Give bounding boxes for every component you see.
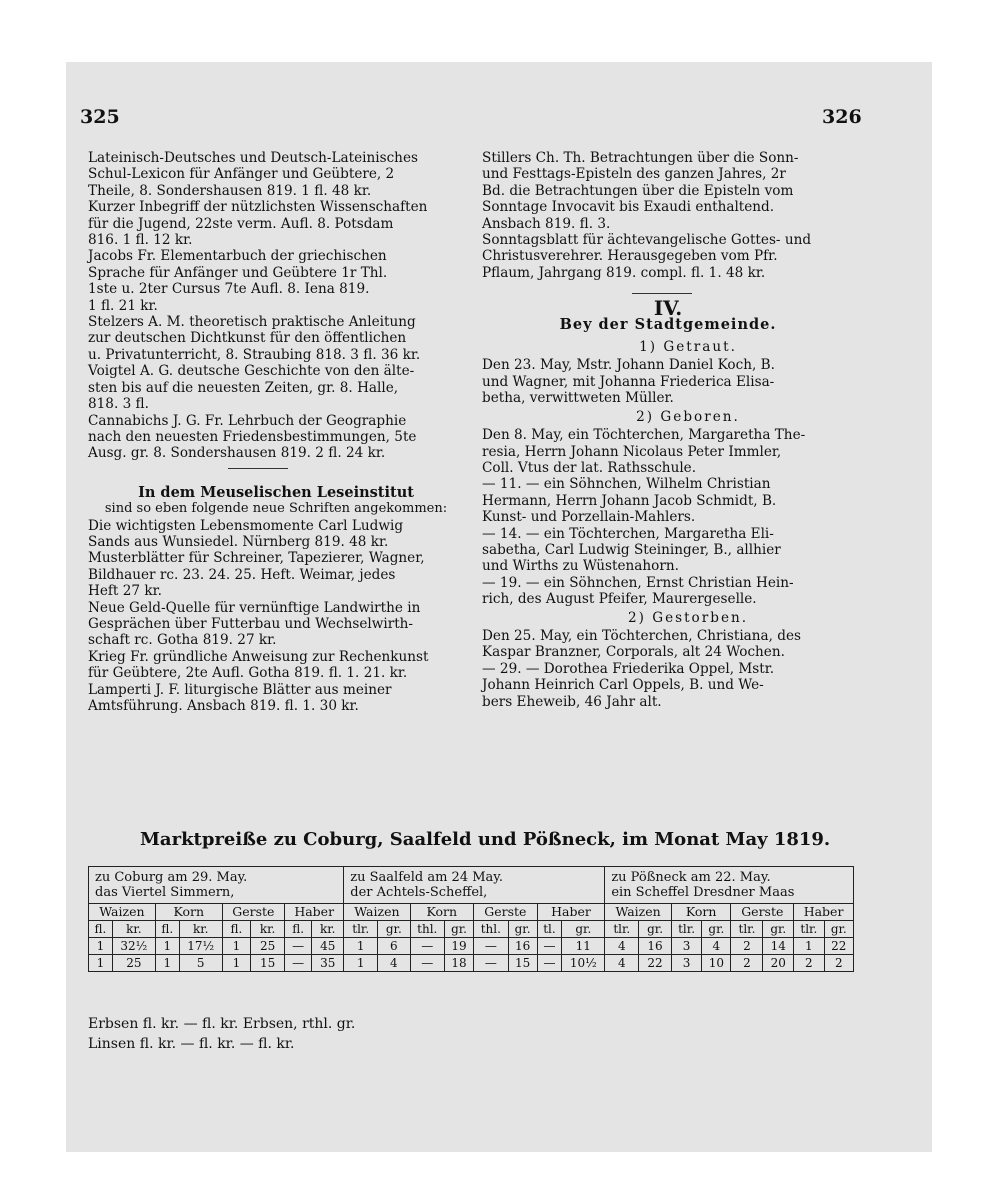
parish-heading: Bey der Stadtgemeinde. [559,315,777,333]
text-line: — 11. — ein Söhnchen, Wilhelm Christian [482,476,771,493]
book-entry [88,248,464,314]
unit-cell: kr. [179,921,222,938]
text-line: Musterblätter für Schreiner, Tapezierer, Wagner, [88,550,425,567]
commodity-header: Waizen [89,904,156,921]
text-line: 1ste u. 2ter Cursus 7te Aufl. 8. Iena 819. [88,281,370,298]
table-row [89,867,854,904]
commodity-header: Gerste [731,904,794,921]
subheading-gestorben: 2) Gestorben. [627,609,749,626]
text-line: Lateinisch-Deutsches und Deutsch-Lateinisches [88,150,418,166]
text-line: Sonntagsblatt für ächtevangelische Gottes- und [482,232,812,249]
left-column [88,150,464,714]
section-heading: In dem Meuselischen Leseinstitut [138,483,414,501]
price-cell: — [537,938,562,955]
unit-cell: kr. [251,921,285,938]
text-line: Kunst- und Porzellain-Mahlers. [482,509,696,526]
death-entry [482,661,854,710]
book-entry [88,413,464,462]
price-cell: 35 [312,955,344,972]
death-entry [482,628,854,661]
unit-cell: thl. [474,921,508,938]
price-cell: — [285,938,312,955]
price-cell: 1 [89,938,113,955]
text-line: Neue Geld-Quelle für vernünftige Landwirthe in [88,599,421,616]
price-cell: 15 [508,955,537,972]
commodity-header: Gerste [474,904,538,921]
divider [632,293,692,294]
unit-cell: gr. [763,921,794,938]
list-gestorben [482,628,854,710]
list-getraut [482,357,854,406]
unit-cell: tlr. [731,921,763,938]
book-list-right [482,150,854,281]
text-line: Ausg. gr. 8. Sondershausen 819. 2 fl. 24 kr. [88,445,386,462]
market-group-header [89,867,344,904]
unit-cell: thl. [410,921,444,938]
unit-cell: gr. [445,921,474,938]
marriage-entry [482,357,854,406]
text-line: Den 8. May, ein Töchterchen, Margaretha The- [482,427,806,444]
price-cell: 2 [731,955,763,972]
price-cell: — [537,955,562,972]
price-cell: 2 [731,938,763,955]
text-line: Amtsführung. Ansbach 819. fl. 1. 30 kr. [88,698,359,714]
price-cell: — [285,955,312,972]
text-line: für Geübtere, 2te Aufl. Gotha 819. fl. 1. 21. kr. [88,665,408,682]
price-cell: — [410,938,444,955]
price-cell: 1 [155,955,179,972]
birth-entry [482,476,854,525]
unit-cell: tlr. [605,921,639,938]
price-cell: 25 [112,955,155,972]
book-entry [88,649,464,682]
linsen-line: Linsen fl. kr. — fl. kr. — fl. kr. [88,1036,295,1052]
price-cell: 20 [763,955,794,972]
price-cell: 1 [794,938,824,955]
market-location: zu Coburg am 29. May. [95,870,248,885]
text-line: Krieg Fr. gründliche Anweisung zur Rechenkunst [88,648,429,665]
text-line: Kaspar Branzner, Corporals, alt 24 Wochen. [482,644,785,661]
price-cell: 1 [344,955,378,972]
market-measure: ein Scheffel Dresdner Maas [611,885,795,900]
price-cell: — [410,955,444,972]
commodity-header: Haber [537,904,605,921]
book-entry [88,199,464,248]
page-number-left: 325 [80,106,120,128]
commodity-header: Korn [671,904,731,921]
text-line: und Wagner, mit Johanna Friederica Elisa- [482,373,775,390]
price-cell: 10½ [562,955,605,972]
birth-entry [482,526,854,575]
text-line: — 29. — Dorothea Friederika Oppel, Mstr. [482,660,775,677]
text-line: — 19. — ein Söhnchen, Ernst Christian Hein- [482,574,794,591]
text-line: Sprache für Anfänger und Geübtere 1r Thl. [88,264,388,281]
text-line: nach den neuesten Friedensbestimmungen, 5te [88,428,417,445]
text-line: sten bis auf die neuesten Zeiten, gr. 8. Halle, [88,379,399,396]
market-location: zu Pößneck am 22. May. [611,870,771,885]
text-line: Gesprächen über Futterbau und Wechselwirth- [88,615,414,632]
price-cell: 2 [824,955,853,972]
text-line: Jacobs Fr. Elementarbuch der griechischen [88,248,387,265]
text-line: schaft rc. Gotha 819. 27 kr. [88,632,277,649]
price-cell: 4 [605,938,639,955]
market-measure: das Viertel Simmern, [95,885,235,900]
price-cell: 1 [155,938,179,955]
commodity-header: Waizen [605,904,672,921]
commodity-header: Haber [285,904,344,921]
book-entry [88,314,464,363]
text-line: Heft 27 kr. [88,583,162,600]
unit-cell: tl. [537,921,562,938]
text-line: Bd. die Betrachtungen über die Episteln vom [482,182,794,199]
text-line: 816. 1 fl. 12 kr. [88,232,193,249]
unit-cell: gr. [824,921,853,938]
text-line: u. Privatunterricht, 8. Straubing 818. 3 fl. 36 kr. [88,346,421,363]
table-row [89,904,854,921]
unit-cell: tlr. [344,921,378,938]
commodity-header: Gerste [222,904,284,921]
book-entry [88,682,464,715]
text-line: Ansbach 819. fl. 3. [482,215,611,232]
text-line: zur deutschen Dichtkunst für den öffentlichen [88,330,407,347]
book-entry [88,600,464,649]
unit-cell: gr. [639,921,672,938]
book-entry [88,518,464,551]
market-measure: der Achtels-Scheffel, [350,885,488,900]
text-line: Johann Heinrich Carl Oppels, B. und We- [482,677,764,694]
price-cell: 4 [605,955,639,972]
section-subheading: sind so eben folgende neue Schriften angekommen: [104,501,448,517]
unit-cell: fl. [155,921,179,938]
text-line: Pflaum, Jahrgang 819. compl. fl. 1. 48 kr. [482,264,766,281]
text-line: Schul-Lexicon für Anfänger und Geübtere, 2 [88,166,395,183]
section-roman-numeral: IV. [653,296,683,321]
price-cell: 1 [344,938,378,955]
page-number-right: 326 [822,106,862,128]
text-line: Den 23. May, Mstr. Johann Daniel Koch, B. [482,357,775,374]
price-cell: — [474,938,508,955]
market-location: zu Saalfeld am 24 May. [350,870,504,885]
right-column [482,150,854,710]
table-row [89,955,854,972]
book-entry [482,150,854,232]
text-line: — 14. — ein Töchterchen, Margaretha Eli- [482,525,774,542]
table-row [89,921,854,938]
text-line: Hermann, Herrn Johann Jacob Schmidt, B. [482,492,777,509]
text-line: Bildhauer rc. 23. 24. 25. Heft. Weimar, jedes [88,566,396,583]
price-cell: 3 [671,955,701,972]
subheading-getraut: 1) Getraut. [639,339,737,356]
subheading-geboren: 2) Geboren. [636,408,740,425]
unit-cell: kr. [112,921,155,938]
text-line: Den 25. May, ein Töchterchen, Christiana, des [482,627,801,644]
birth-entry [482,575,854,608]
price-cell: — [474,955,508,972]
price-cell: 19 [445,938,474,955]
text-line: Cannabichs J. G. Fr. Lehrbuch der Geographie [88,412,407,429]
book-list-bottom [88,518,464,715]
text-line: und Wirths zu Wüstenahorn. [482,558,679,575]
text-line: Stelzers A. M. theoretisch praktische Anleitung [88,314,416,331]
text-line: resia, Herrn Johann Nicolaus Peter Immler, [482,443,782,460]
price-cell: 17½ [179,938,222,955]
text-line: Die wichtigsten Lebensmomente Carl Ludwig [88,517,404,534]
unit-cell: fl. [89,921,113,938]
text-line: Kurzer Inbegriff der nützlichsten Wissenschaften [88,199,428,216]
price-cell: 3 [671,938,701,955]
text-line: Sands aus Wunsiedel. Nürnberg 819. 48 kr. [88,533,389,550]
book-entry [88,363,464,412]
price-cell: 6 [378,938,410,955]
commodity-header: Haber [794,904,854,921]
commodity-header: Korn [155,904,222,921]
market-group-header [605,867,854,904]
list-geboren [482,427,854,607]
text-line: Voigtel A. G. deutsche Geschichte von den älte- [88,363,415,380]
unit-cell: gr. [378,921,410,938]
text-line: betha, verwittweten Müller. [482,390,674,407]
birth-entry [482,427,854,476]
price-cell: 22 [824,938,853,955]
book-list-top [88,150,464,462]
market-prices-title: Marktpreiße zu Coburg, Saalfeld und Pößneck, im Monat May 1819. [140,829,831,850]
book-entry [482,232,854,281]
price-cell: 4 [702,938,731,955]
price-cell: 4 [378,955,410,972]
erbsen-line: Erbsen fl. kr. — fl. kr. Erbsen, rthl. gr. [88,1016,356,1032]
text-line: Christusverehrer. Herausgegeben vom Pfr. [482,248,778,265]
price-cell: 32½ [112,938,155,955]
price-cell: 14 [763,938,794,955]
text-line: 818. 3 fl. [88,396,149,413]
unit-cell: fl. [222,921,250,938]
text-line: für die Jugend, 22ste verm. Aufl. 8. Potsdam [88,215,394,232]
unit-cell: tlr. [671,921,701,938]
unit-cell: gr. [562,921,605,938]
unit-cell: gr. [508,921,537,938]
unit-cell: tlr. [794,921,824,938]
text-line: Stillers Ch. Th. Betrachtungen über die Sonn- [482,150,799,166]
text-line: sabetha, Carl Ludwig Steininger, B., allhier [482,541,781,558]
text-line: bers Eheweib, 46 Jahr alt. [482,693,662,710]
text-line: Sonntage Invocavit bis Exaudi enthaltend. [482,199,775,216]
unit-cell: kr. [312,921,344,938]
market-group-header [344,867,605,904]
unit-cell: fl. [285,921,312,938]
text-line: 1 fl. 21 kr. [88,297,158,314]
text-line: Theile, 8. Sondershausen 819. 1 fl. 48 kr. [88,182,372,199]
price-cell: 18 [445,955,474,972]
table-row [89,938,854,955]
price-cell: 45 [312,938,344,955]
unit-cell: gr. [702,921,731,938]
commodity-header: Waizen [344,904,410,921]
price-cell: 16 [639,938,672,955]
commodity-header: Korn [410,904,474,921]
price-cell: 2 [794,955,824,972]
price-cell: 1 [222,955,250,972]
price-cell: 22 [639,955,672,972]
price-cell: 16 [508,938,537,955]
text-line: und Festtags-Episteln des ganzen Jahres, 2r [482,166,786,183]
price-cell: 1 [89,955,113,972]
book-entry [88,150,464,199]
market-prices-table [88,866,854,972]
price-cell: 11 [562,938,605,955]
price-cell: 25 [251,938,285,955]
price-cell: 5 [179,955,222,972]
text-line: Lamperti J. F. liturgische Blätter aus meiner [88,681,392,698]
price-cell: 15 [251,955,285,972]
text-line: rich, des August Pfeifer, Maurergeselle. [482,591,757,608]
divider [228,468,288,469]
price-cell: 10 [702,955,731,972]
price-cell: 1 [222,938,250,955]
text-line: Coll. Vtus der lat. Rathsschule. [482,459,697,476]
book-entry [88,550,464,599]
